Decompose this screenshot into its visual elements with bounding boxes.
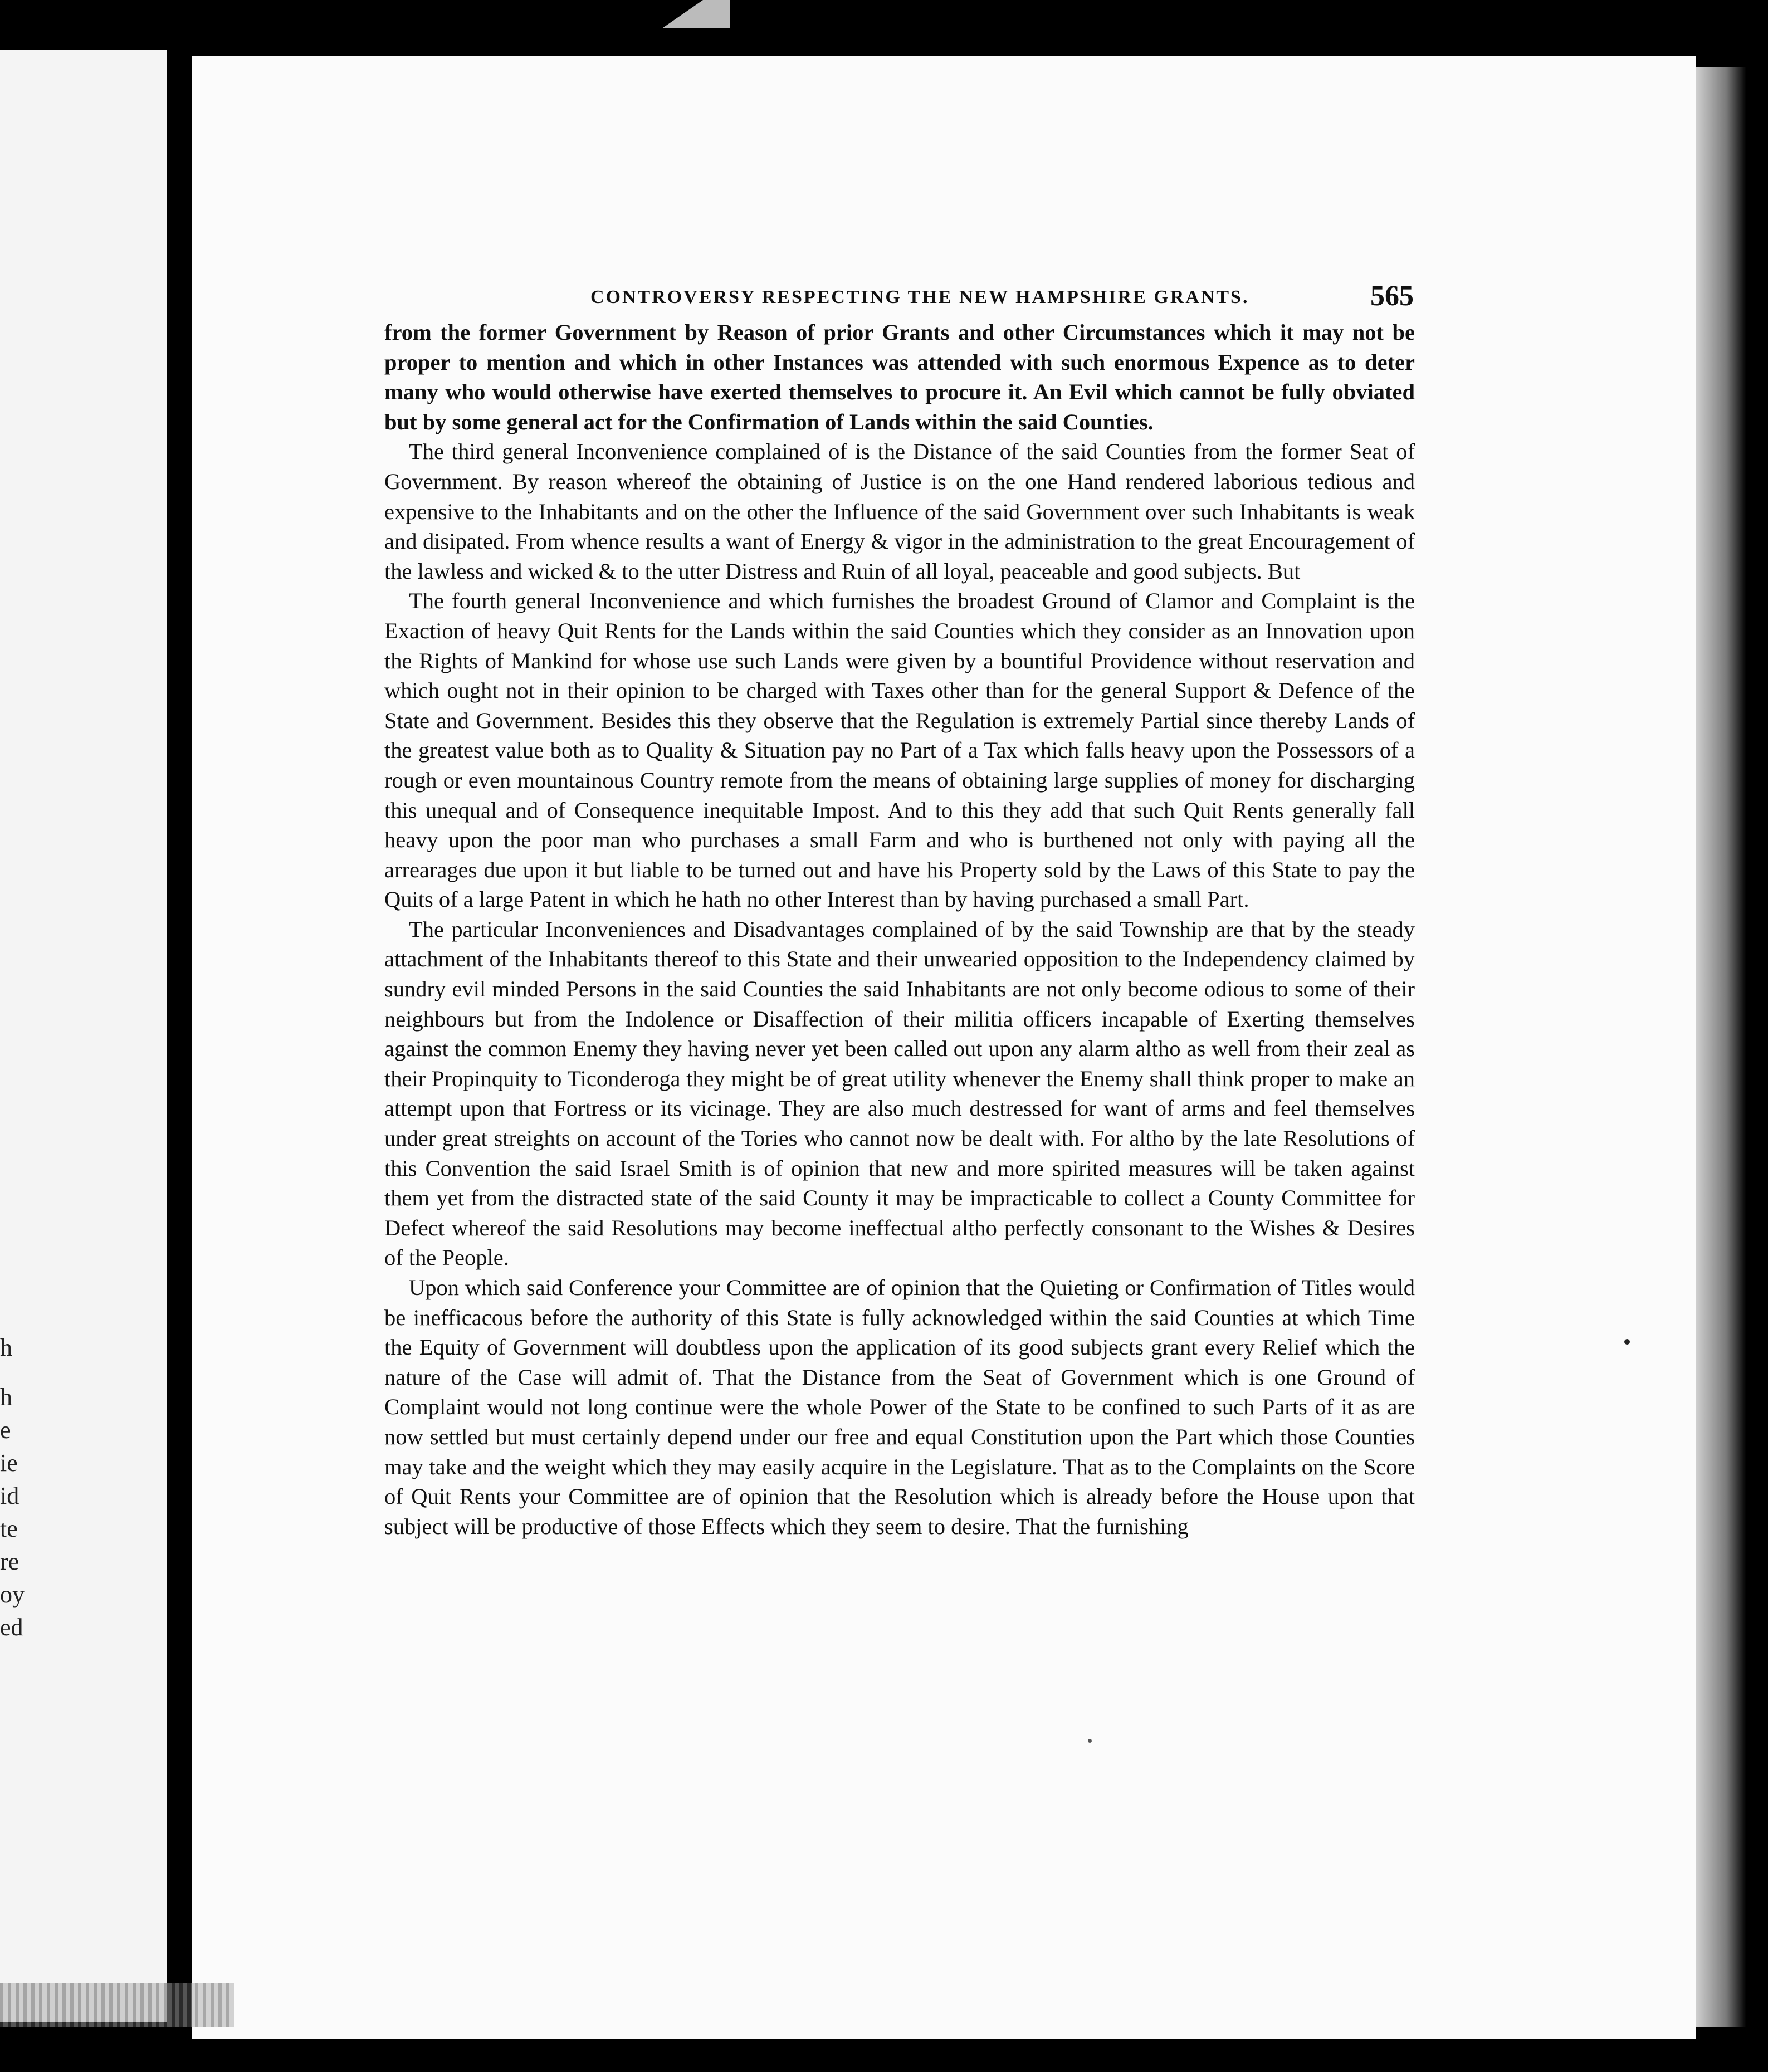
fragment-line: te: [0, 1515, 18, 1542]
fragment-line: oy: [0, 1581, 25, 1608]
fragment-line: ie: [0, 1449, 18, 1477]
paragraph: from the former Government by Reason of prior Grants and other Circumstances which it may not be proper to mention and which in other Instances was attended with such enormous Expence as to deter many who would otherwise have exerted themselves to procure it. An Evil which cannot be fully obviated but by some general act for the Confirmation of Lands within the said Counties.: [384, 320, 1415, 434]
fragment-line: ed: [0, 1614, 23, 1641]
page-number: 565: [1370, 280, 1414, 312]
ink-speck: [1624, 1339, 1630, 1345]
ink-speck: [1088, 1739, 1092, 1743]
paragraph: Upon which said Conference your Committee are of opinion that the Quieting or Confirmation of Titles would be inefficacous before the authority of this State is fully acknowledged within the said Counties at which Time the Equity of Government will doubtless upon the application of its good subjects grant every Relief which the nature of the Case will admit of. That the Distance from the Seat of Government which is one Ground of Complaint would not long continue were the whole Power of the State to be confined to such Parts of it as are now settled but must certainly depend under our free and equal Constitution upon the Part which those Counties may take and the weight which they may easily acquire in the Legislature. That as to the Complaints on the Score of Quit Rents your Committee are of opinion that the Resolution which is already before the House upon that subject will be productive of those Effects which they seem to desire. That the furnishing: [384, 1275, 1415, 1539]
facing-page-fragment: [0, 50, 167, 2022]
fragment-line: e: [0, 1416, 11, 1444]
paragraph: The third general Inconvenience complained of is the Distance of the said Counties from the former Seat of Government. By reason whereof the obtaining of Justice is on the one Hand rendered laborious tedious and expensive to the Inhabitants and on the other the Influence of the said Government over such Inhabitants is weak and disipated. From whence results a want of Energy & vigor in the administration to the great Encouragement of the lawless and wicked & to the utter Distress and Ruin of all loyal, peaceable and good subjects. But: [384, 439, 1415, 584]
facing-page-text-fragments: [0, 1331, 25, 1644]
book-gutter: [167, 0, 189, 2072]
fragment-line: h: [0, 1334, 12, 1361]
fragment-line: re: [0, 1548, 19, 1575]
paragraph: The fourth general Inconvenience and which furnishes the broadest Ground of Clamor and Complaint is the Exaction of heavy Quit Rents for the Lands within the said Counties which they consider as an Innovation upon the Rights of Mankind for whose use such Lands were given by a bountiful Providence without reservation and which ought not in their opinion to be charged with Taxes other than for the general Support & Defence of the State and Government. Besides this they observe that the Regulation is extremely Partial since thereby Lands of the greatest value both as to Quality & Situation pay no Part of a Tax which falls heavy upon the Possessors of a rough or even mountainous Country remote from the means of obtaining large supplies of money for discharging this unequal and of Consequence inequitable Impost. And to this they add that such Quit Rents generally fall heavy upon the poor man who purchases a small Farm and who is burthened not only with paying all the arrearages due upon it but liable to be turned out and have his Property sold by the Laws of this State to pay the Quits of a large Patent in which he hath no other Interest than by having purchased a small Part.: [384, 588, 1415, 912]
paragraph: The particular Inconveniences and Disadvantages complained of by the said Township are that by the steady attachment of the Inhabitants thereof to this State and their unwearied opposition to the Independency claimed by sundry evil minded Persons in the said Counties the said Inhabitants are not only become odious to some of their neighbours but from the Indolence or Disaffection of their militia officers incapable of Exerting themselves against the common Enemy they having never yet been called out upon any alarm altho as well from their zeal as their Propinquity to Ticonderoga they might be of great utility whenever the Enemy shall think proper to make an attempt upon that Fortress or its vicinage. They are also much destressed for want of arms and feel themselves under great streights on account of the Tories who cannot now be dealt with. For altho by the late Resolutions of this Convention the said Israel Smith is of opinion that new and more spirited measures will be taken against them yet from the distracted state of the said County it may be impracticable to collect a County Committee for Defect whereof the said Resolutions may become ineffectual altho perfectly consonant to the Wishes & Desires of the People.: [384, 916, 1415, 1270]
fragment-line: h: [0, 1384, 12, 1411]
page-body: [384, 317, 1415, 1541]
page-edge-shadow: [1696, 67, 1746, 2027]
page-edge-notch: [663, 0, 730, 28]
scan-smudge: [0, 1983, 234, 2027]
running-header: CONTROVERSY RESPECTING THE NEW HAMPSHIRE GRANTS.: [590, 287, 1249, 307]
fragment-line: id: [0, 1482, 19, 1509]
